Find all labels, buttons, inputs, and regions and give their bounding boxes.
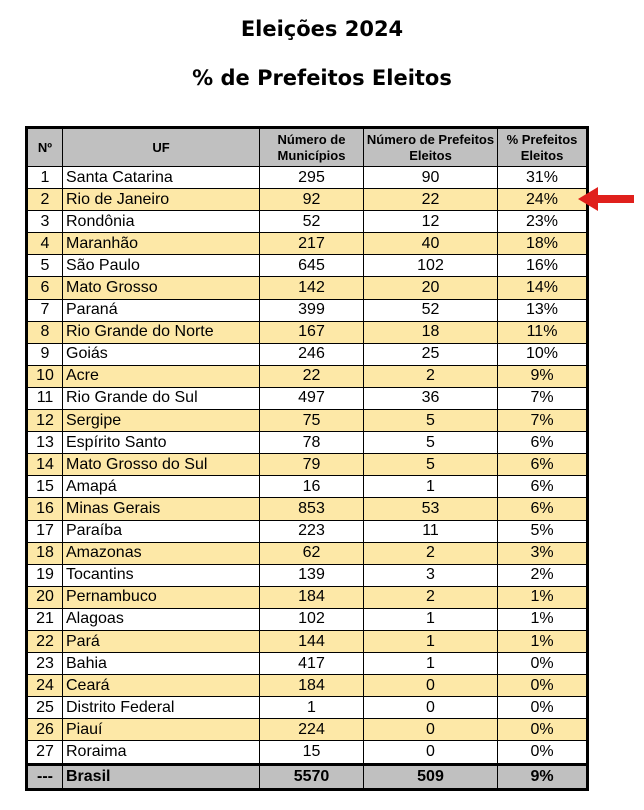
table-cell: 21	[27, 608, 63, 630]
table-cell: Pará	[63, 630, 260, 652]
table-cell: 12	[364, 211, 498, 233]
table-cell: 19	[27, 564, 63, 586]
table-cell: Sergipe	[63, 410, 260, 432]
table-cell: 6%	[498, 498, 588, 520]
table-cell: 11%	[498, 321, 588, 343]
table-row	[27, 277, 588, 299]
table-cell: 92	[260, 189, 364, 211]
table-row	[27, 476, 588, 498]
table-cell: 5	[364, 432, 498, 454]
page-subtitle: % de Prefeitos Eleitos	[192, 66, 452, 90]
table-cell: 90	[364, 167, 498, 189]
table-cell: 139	[260, 564, 364, 586]
table-cell: 6	[27, 277, 63, 299]
table-cell: 5	[27, 255, 63, 277]
table-cell: 53	[364, 498, 498, 520]
table-cell: 14	[27, 454, 63, 476]
table-cell: 7%	[498, 387, 588, 409]
table-cell: 78	[260, 432, 364, 454]
table-cell: 2	[27, 189, 63, 211]
total-row	[27, 764, 588, 789]
table-cell: 23	[27, 653, 63, 675]
table-cell: Santa Catarina	[63, 167, 260, 189]
table-row	[27, 630, 588, 652]
table-cell: 75	[260, 410, 364, 432]
table-cell: 16	[27, 498, 63, 520]
table-cell: 246	[260, 343, 364, 365]
column-header: UF	[63, 128, 260, 167]
table-cell: 25	[27, 697, 63, 719]
table-cell: 1%	[498, 608, 588, 630]
table-cell: 4	[27, 233, 63, 255]
table-row	[27, 697, 588, 719]
table-row	[27, 608, 588, 630]
table-cell: São Paulo	[63, 255, 260, 277]
table-row	[27, 454, 588, 476]
table-cell: Paraíba	[63, 520, 260, 542]
table-row	[27, 410, 588, 432]
table-row	[27, 719, 588, 741]
table-cell: 0	[364, 741, 498, 764]
table-row	[27, 343, 588, 365]
table-cell: Mato Grosso do Sul	[63, 454, 260, 476]
arrow-shape	[578, 187, 634, 211]
table-cell: 10	[27, 365, 63, 387]
table-cell: 0	[364, 675, 498, 697]
column-header: % Prefeitos Eleitos	[498, 128, 588, 167]
table-cell: 1%	[498, 630, 588, 652]
table-row	[27, 586, 588, 608]
table-cell: 1%	[498, 586, 588, 608]
table-cell: 1	[27, 167, 63, 189]
table-cell: 5	[364, 410, 498, 432]
column-header: Número de Prefeitos Eleitos	[364, 128, 498, 167]
table-cell: 26	[27, 719, 63, 741]
table-cell: 9%	[498, 365, 588, 387]
table-cell: 9	[27, 343, 63, 365]
table-cell: 6%	[498, 432, 588, 454]
table-cell: 12	[27, 410, 63, 432]
table-cell: 6%	[498, 476, 588, 498]
table-cell: 24	[27, 675, 63, 697]
table-cell: 0	[364, 697, 498, 719]
table-cell: Piauí	[63, 719, 260, 741]
table-cell: 0%	[498, 653, 588, 675]
table-cell: 0%	[498, 675, 588, 697]
table-cell: 2	[364, 365, 498, 387]
page-title: Eleições 2024	[240, 17, 404, 41]
table-cell: Rondônia	[63, 211, 260, 233]
table-cell: 22	[260, 365, 364, 387]
column-header: Número de Municípios	[260, 128, 364, 167]
table-cell: 102	[364, 255, 498, 277]
table-cell: 36	[364, 387, 498, 409]
table-cell: Minas Gerais	[63, 498, 260, 520]
table-cell: 40	[364, 233, 498, 255]
table-cell: Espírito Santo	[63, 432, 260, 454]
table-row	[27, 365, 588, 387]
table-cell: 399	[260, 299, 364, 321]
table-cell: 6%	[498, 454, 588, 476]
table-row	[27, 255, 588, 277]
table-cell: 224	[260, 719, 364, 741]
table-cell: 167	[260, 321, 364, 343]
table-cell: 17	[27, 520, 63, 542]
table-cell: Goiás	[63, 343, 260, 365]
table-cell: 417	[260, 653, 364, 675]
table-cell: 7	[27, 299, 63, 321]
table-cell: 14%	[498, 277, 588, 299]
table-row	[27, 189, 588, 211]
table-cell: Rio de Janeiro	[63, 189, 260, 211]
table-cell: Amapá	[63, 476, 260, 498]
table-cell: 11	[27, 387, 63, 409]
table-cell: 25	[364, 343, 498, 365]
table-cell: 102	[260, 608, 364, 630]
table-cell: Maranhão	[63, 233, 260, 255]
table-cell: Bahia	[63, 653, 260, 675]
table-cell: Rio Grande do Norte	[63, 321, 260, 343]
table-row	[27, 432, 588, 454]
table-cell: 24%	[498, 189, 588, 211]
table-cell: 144	[260, 630, 364, 652]
table-cell: 5%	[498, 520, 588, 542]
table-cell: 16	[260, 476, 364, 498]
table-cell: 0%	[498, 719, 588, 741]
table-cell: 509	[364, 764, 498, 789]
table-cell: Tocantins	[63, 564, 260, 586]
table-cell: 217	[260, 233, 364, 255]
table-cell: 13%	[498, 299, 588, 321]
table-cell: 1	[364, 608, 498, 630]
table-cell: 10%	[498, 343, 588, 365]
table-cell: 184	[260, 675, 364, 697]
table-cell: Pernambuco	[63, 586, 260, 608]
table-cell: 8	[27, 321, 63, 343]
table-cell: 23%	[498, 211, 588, 233]
table-cell: 223	[260, 520, 364, 542]
table-cell: 142	[260, 277, 364, 299]
table-header-row	[27, 128, 588, 167]
table-row	[27, 520, 588, 542]
table-cell: Roraima	[63, 741, 260, 764]
table-cell: 1	[364, 476, 498, 498]
table-row	[27, 233, 588, 255]
column-header: Nº	[27, 128, 63, 167]
table-cell: 7%	[498, 410, 588, 432]
table-cell: ---	[27, 764, 63, 789]
table-cell: 5	[364, 454, 498, 476]
table-cell: 22	[364, 189, 498, 211]
table-row	[27, 299, 588, 321]
table-cell: 52	[260, 211, 364, 233]
table-cell: 11	[364, 520, 498, 542]
table-row	[27, 741, 588, 764]
table-row	[27, 387, 588, 409]
table-cell: 645	[260, 255, 364, 277]
table-cell: 18	[364, 321, 498, 343]
table-cell: 13	[27, 432, 63, 454]
table-cell: 0%	[498, 697, 588, 719]
table-cell: Alagoas	[63, 608, 260, 630]
table-cell: 22	[27, 630, 63, 652]
table-cell: 3	[364, 564, 498, 586]
table-cell: 18	[27, 542, 63, 564]
red-left-arrow-icon	[578, 186, 636, 212]
table-cell: 20	[27, 586, 63, 608]
table-cell: 9%	[498, 764, 588, 789]
table-row	[27, 564, 588, 586]
table-cell: 62	[260, 542, 364, 564]
table-cell: 853	[260, 498, 364, 520]
table-cell: 1	[364, 630, 498, 652]
table-cell: 18%	[498, 233, 588, 255]
table-cell: 184	[260, 586, 364, 608]
table-cell: 2	[364, 586, 498, 608]
table-cell: Distrito Federal	[63, 697, 260, 719]
table-cell: 3%	[498, 542, 588, 564]
table-cell: Mato Grosso	[63, 277, 260, 299]
table-cell: Paraná	[63, 299, 260, 321]
table-cell: 79	[260, 454, 364, 476]
table-cell: 15	[260, 741, 364, 764]
table-cell: Brasil	[63, 764, 260, 789]
table-cell: 52	[364, 299, 498, 321]
table-cell: Ceará	[63, 675, 260, 697]
table-row	[27, 653, 588, 675]
table-cell: 3	[27, 211, 63, 233]
table-cell: 2	[364, 542, 498, 564]
table-cell: 5570	[260, 764, 364, 789]
table-cell: 2%	[498, 564, 588, 586]
table-cell: 0%	[498, 741, 588, 764]
table-row	[27, 211, 588, 233]
table-cell: Amazonas	[63, 542, 260, 564]
table-cell: 497	[260, 387, 364, 409]
table-cell: 295	[260, 167, 364, 189]
table-row	[27, 542, 588, 564]
table-row	[27, 167, 588, 189]
table-cell: 16%	[498, 255, 588, 277]
results-table	[25, 126, 589, 791]
table-cell: 20	[364, 277, 498, 299]
table-cell: 15	[27, 476, 63, 498]
table-cell: 27	[27, 741, 63, 764]
table-cell: 31%	[498, 167, 588, 189]
table-row	[27, 675, 588, 697]
table-cell: 0	[364, 719, 498, 741]
table-cell: Rio Grande do Sul	[63, 387, 260, 409]
table-row	[27, 498, 588, 520]
table-cell: 1	[364, 653, 498, 675]
table-cell: 1	[260, 697, 364, 719]
table-row	[27, 321, 588, 343]
table-cell: Acre	[63, 365, 260, 387]
